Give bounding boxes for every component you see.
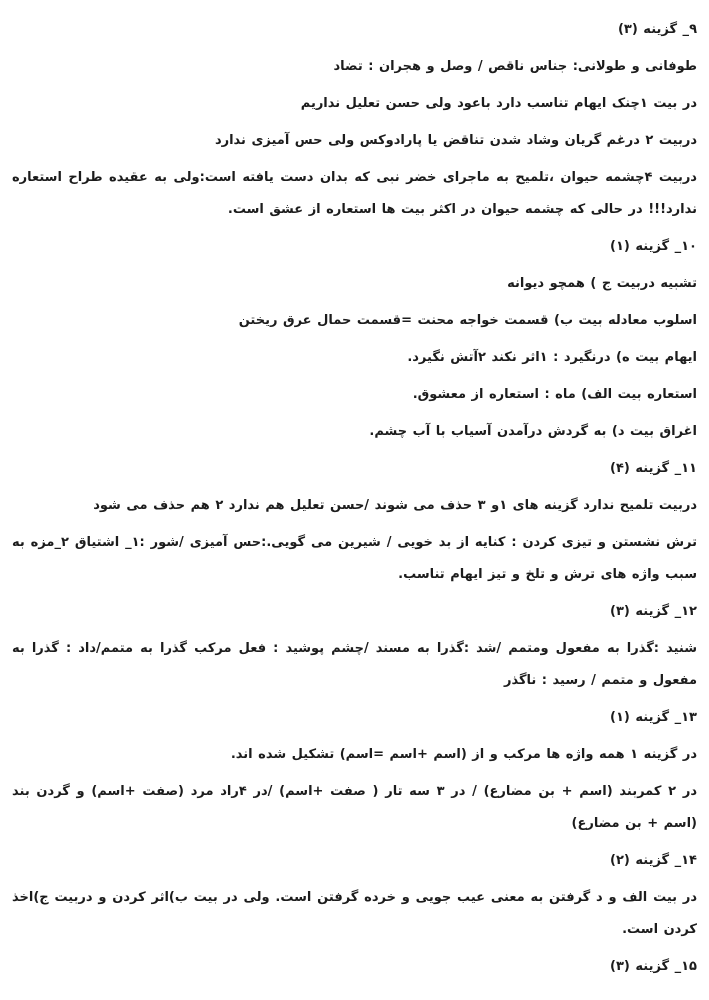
answer-paragraph: در گزینه ۱ همه واژه ها مرکب و از (اسم +اسم =اسم) تشکیل شده اند. <box>230 747 697 762</box>
answer-paragraph: ایهام بیت ه) درنگیرد : ۱اثر نکند ۲آتش نگیرد. <box>407 350 697 365</box>
answer-paragraph: دربیت ۲ درغم گریان وشاد شدن تناقض یا پارادوکس ولی حس آمیزی ندارد <box>214 133 697 148</box>
answer-paragraph: طوفانی و طولانی: جناس ناقص / وصل و هجران : تضاد <box>333 59 697 74</box>
answer-heading: ۱۰_ گزینه (۱) <box>610 239 697 254</box>
answer-heading: ۱۴_ گزینه (۲) <box>610 853 697 868</box>
answer-paragraph: در بیت ۱چنک ایهام تناسب دارد باعود ولی حسن تعلیل نداریم <box>300 96 697 111</box>
answer-paragraph: دربیت ۴چشمه حیوان ،تلمیح به ماجرای خضر نبی که بدان دست یافته است:ولی به عقیده طراح استعاره ندارد!!! در حالی که چشمه حیوان در اکثر بیت ها استعاره از عشق است. <box>12 170 697 217</box>
answer-paragraph: اغراق بیت د) به گردش درآمدن آسیاب با آب چشم. <box>369 424 697 439</box>
answer-heading: ۱۱_ گزینه (۴) <box>610 461 697 476</box>
answer-heading: ۹_ گزینه (۳) <box>617 22 697 37</box>
answer-paragraph: استعاره بیت الف) ماه : استعاره از معشوق. <box>412 387 697 402</box>
answer-paragraph: شنید :گذرا به مفعول ومتمم /شد :گذرا به مسند /چشم پوشید : فعل مرکب گذرا به متمم/داد : گذرا به مفعول و متمم / رسید : ناگذر <box>12 641 697 688</box>
answer-heading: ۱۵_ گزینه (۳) <box>610 959 697 974</box>
answer-paragraph: در ۲ کمربند (اسم + بن مضارع) / در ۳ سه تار ( صفت +اسم) /در ۴راد مرد (صفت +اسم) و گردن بند (اسم + بن مضارع) <box>12 784 697 831</box>
answer-paragraph: ترش نشستن و تیزی کردن : کنایه از بد خویی / شیرین می گویی.:حس آمیزی /شور :۱_ اشتیاق ۲_مزه به سبب واژه های ترش و تلخ و تیز ایهام تناسب. <box>12 535 697 582</box>
answer-paragraph: اسلوب معادله بیت ب) قسمت خواجه محنت =قسمت حمال عرق ریختن <box>238 313 697 328</box>
answer-paragraph: دربیت تلمیح ندارد گزینه های ۱و ۳ حذف می شوند /حسن تعلیل هم ندارد ۲ هم حذف می شود <box>93 498 697 513</box>
answer-paragraph: تشبیه دربیت ج ) همچو دیوانه <box>507 276 697 291</box>
answer-heading: ۱۲_ گزینه (۳) <box>610 604 697 619</box>
answer-paragraph: در بیت الف و د گرفتن به معنی عیب جویی و خرده گرفتن است. ولی در بیت ب)اثر کردن و دربیت ج)اخذ کردن است. <box>12 890 697 937</box>
answer-heading: ۱۳_ گزینه (۱) <box>610 710 697 725</box>
